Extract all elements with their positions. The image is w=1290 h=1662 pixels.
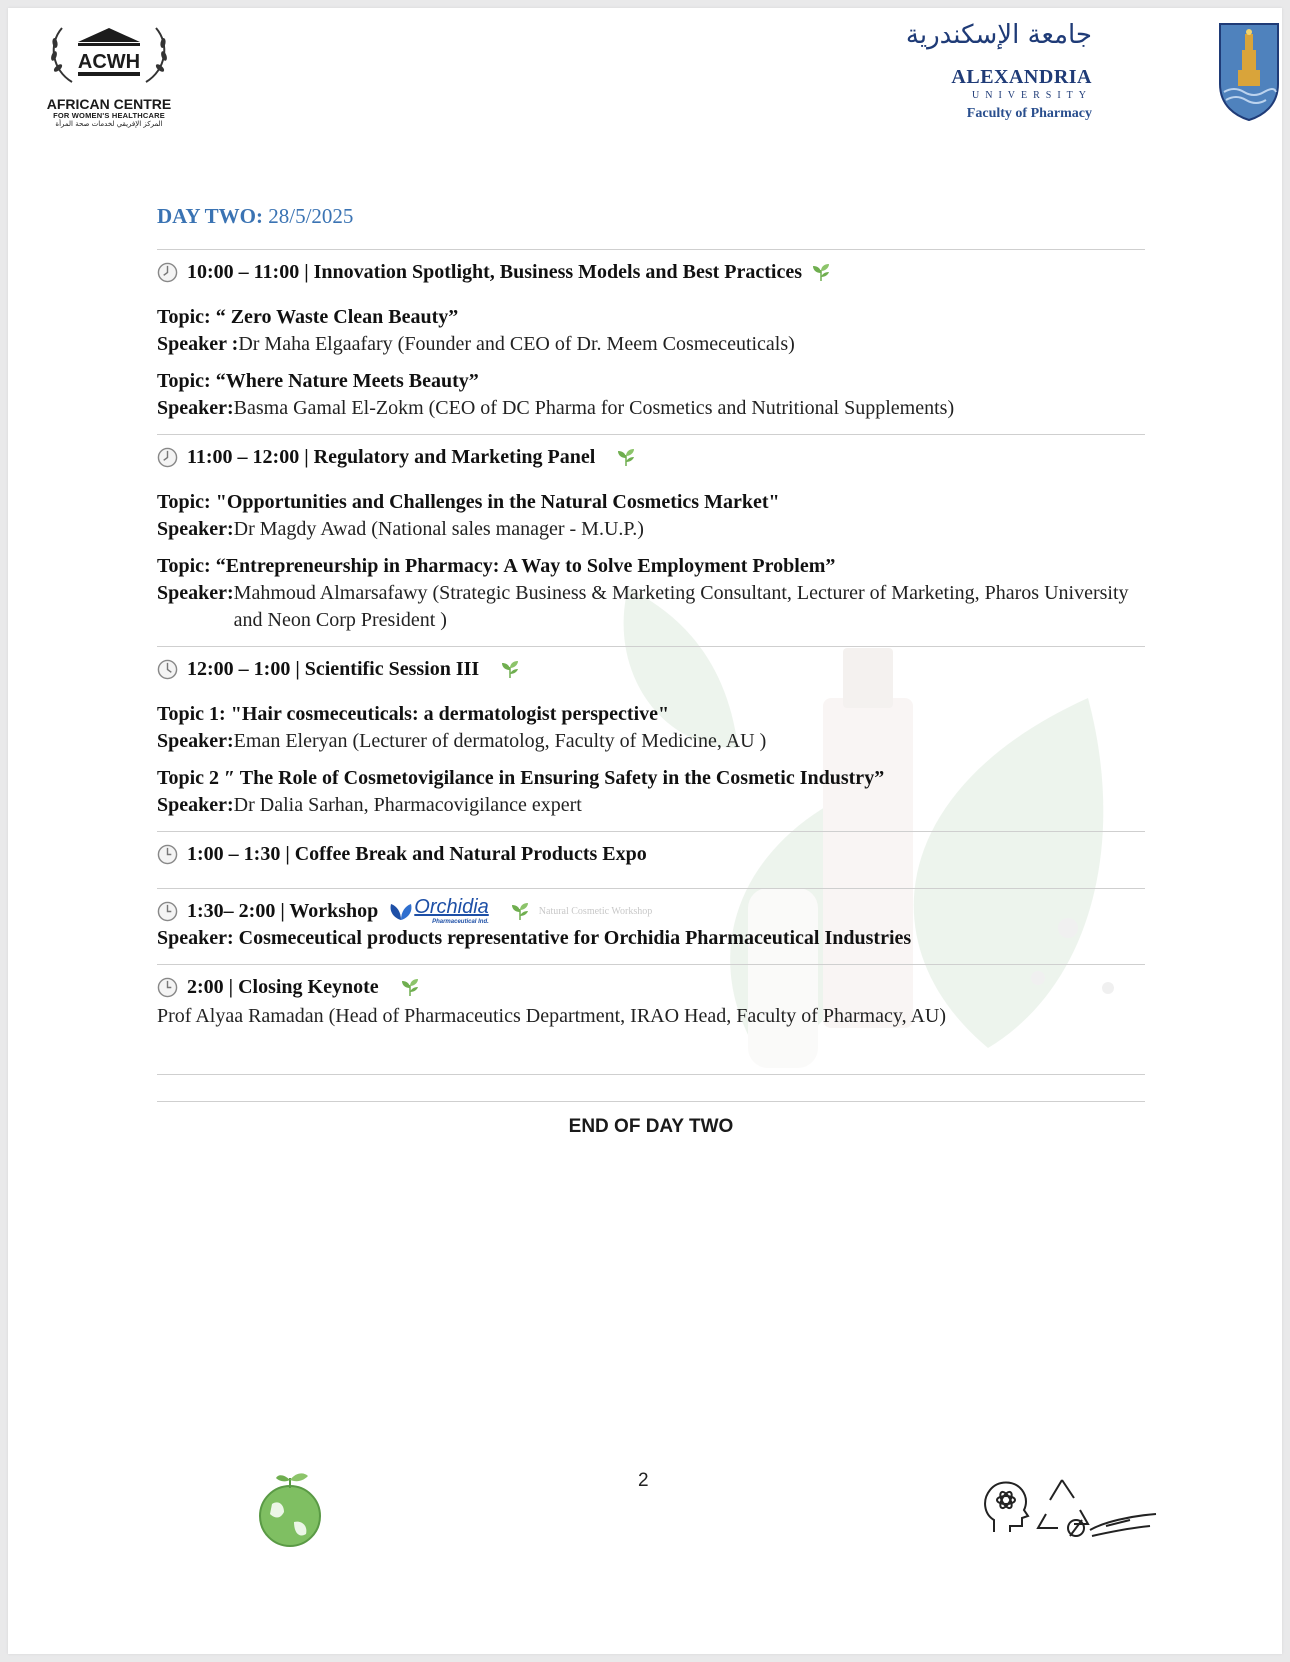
acwh-name: AFRICAN CENTRE — [46, 96, 172, 112]
topic: Topic: “Entrepreneurship in Pharmacy: A Way to Solve Employment Problem” — [157, 555, 836, 577]
lighthouse-shield-icon — [1218, 22, 1280, 122]
clock-icon — [157, 901, 178, 922]
speaker-name: Dr Magdy Awad (National sales manager - M.U.P.) — [233, 518, 644, 540]
speaker-name: Dr Dalia Sarhan, Pharmacovigilance expert — [233, 794, 582, 816]
clock-icon — [157, 844, 178, 865]
acwh-emblem-icon — [34, 20, 184, 90]
alexandria-university-logo — [905, 18, 1164, 138]
orchid-icon — [388, 900, 414, 922]
leaf-icon — [509, 900, 531, 922]
agenda-item — [157, 765, 1145, 819]
clock-icon — [157, 262, 178, 283]
slot-heading-text: 12:00 – 1:00 | Scientific Session III — [187, 657, 480, 680]
topic: Topic: “ Zero Waste Clean Beauty” — [157, 306, 459, 328]
speaker-name: Mahmoud Almarsafawy (Strategic Business & Marketing Consultant, Lecturer of Marketing, Pharos University and Neon Corp President ) — [233, 582, 1129, 631]
day-label: DAY TWO: — [157, 204, 263, 228]
alexandria-name: ALEXANDRIA — [951, 66, 1092, 88]
end-of-day-text: END OF DAY TWO — [568, 1116, 734, 1137]
speaker — [157, 395, 1145, 422]
speaker-label: Speaker: — [157, 397, 234, 419]
day-date: 28/5/2025 — [263, 204, 354, 228]
speaker — [157, 580, 1145, 634]
speaker-name: Basma Gamal El-Zokm (CEO of DC Pharma for Cosmetics and Nutritional Supplements) — [233, 397, 955, 419]
leaf-icon — [499, 658, 521, 680]
slot-heading-text: 10:00 – 11:00 | Innovation Spotlight, Business Models and Best Practices — [187, 260, 803, 283]
recycle-hand-icon — [1038, 1480, 1156, 1536]
leaf-icon — [399, 976, 421, 998]
topic: Topic 1: "Hair cosmeceuticals: a dermatologist perspective" — [157, 703, 670, 725]
alexandria-subtitle: UNIVERSITY — [972, 90, 1092, 101]
mind-atom-icon — [985, 1483, 1028, 1533]
slot-heading-text: 1:30– 2:00 | Workshop — [187, 899, 379, 922]
globe-icon — [254, 1470, 334, 1550]
page — [8, 8, 1282, 1654]
speaker — [157, 792, 1145, 819]
speaker-label: Speaker: — [157, 794, 234, 816]
acwh-logo — [34, 20, 184, 128]
alexandria-arabic: جامعة الإسكندرية — [905, 20, 1092, 50]
agenda-item — [157, 489, 1145, 543]
speaker — [157, 516, 1145, 543]
speaker-label: Speaker: — [157, 730, 234, 752]
topic: Topic 2 ″ The Role of Cosmetovigilance in Ensuring Safety in the Cosmetic Industry” — [157, 767, 885, 789]
acwh-subtitle: FOR WOMEN'S HEALTHCARE — [53, 111, 165, 120]
agenda-item — [157, 1003, 1145, 1030]
clock-icon — [157, 447, 178, 468]
faculty-name: Faculty of Pharmacy — [966, 106, 1092, 121]
topic: Topic: "Opportunities and Challenges in the Natural Cosmetics Market" — [157, 491, 780, 513]
sustainability-icons — [980, 1470, 1170, 1550]
clock-icon — [157, 659, 178, 680]
slot-heading — [157, 832, 1145, 876]
leaf-icon — [810, 261, 832, 283]
speaker — [157, 331, 1145, 358]
orchidia-name: Orchidia — [414, 896, 489, 918]
slot-heading — [157, 647, 1145, 691]
speaker-label: Speaker: — [157, 582, 234, 604]
speaker-line: Speaker: Cosmeceutical products representative for Orchidia Pharmaceutical Industries — [157, 927, 912, 949]
agenda-item — [157, 553, 1145, 634]
agenda-item — [157, 368, 1145, 422]
slot-heading — [157, 250, 1145, 294]
slot-heading-text: 1:00 – 1:30 | Coffee Break and Natural Products Expo — [187, 842, 647, 865]
leaf-icon — [615, 446, 637, 468]
workshop-faint-text: Natural Cosmetic Workshop — [538, 905, 653, 917]
speaker-line: Prof Alyaa Ramadan (Head of Pharmaceutics Department, IRAO Head, Faculty of Pharmacy, AU) — [157, 1005, 947, 1027]
speaker-label: Speaker : — [157, 333, 239, 355]
acwh-monogram: ACWH — [77, 51, 141, 73]
agenda — [157, 204, 1145, 1138]
divider — [157, 1101, 1145, 1102]
slot-heading — [157, 435, 1145, 479]
topic: Topic: “Where Nature Meets Beauty” — [157, 370, 479, 392]
speaker-name: Eman Eleryan (Lecturer of dermatolog, Faculty of Medicine, AU ) — [233, 730, 767, 752]
agenda-item — [157, 925, 1145, 952]
agenda-item — [157, 701, 1145, 755]
orchidia-tagline: Pharmaceutical Ind. — [432, 919, 489, 925]
agenda-item — [157, 304, 1145, 358]
page-number: 2 — [638, 1470, 649, 1491]
slot-heading-text: 2:00 | Closing Keynote — [187, 975, 379, 998]
clock-icon — [157, 977, 178, 998]
day-title — [157, 204, 1145, 229]
speaker-name: Dr Maha Elgaafary (Founder and CEO of Dr. Meem Cosmeceuticals) — [238, 333, 795, 355]
speaker — [157, 728, 1145, 755]
slot-heading-text: 11:00 – 12:00 | Regulatory and Marketing Panel — [187, 445, 596, 468]
speaker-label: Speaker: — [157, 518, 234, 540]
acwh-arabic: المركز الإفريقي لخدمات صحة المرأة — [55, 120, 163, 128]
orchidia-logo — [388, 896, 488, 926]
